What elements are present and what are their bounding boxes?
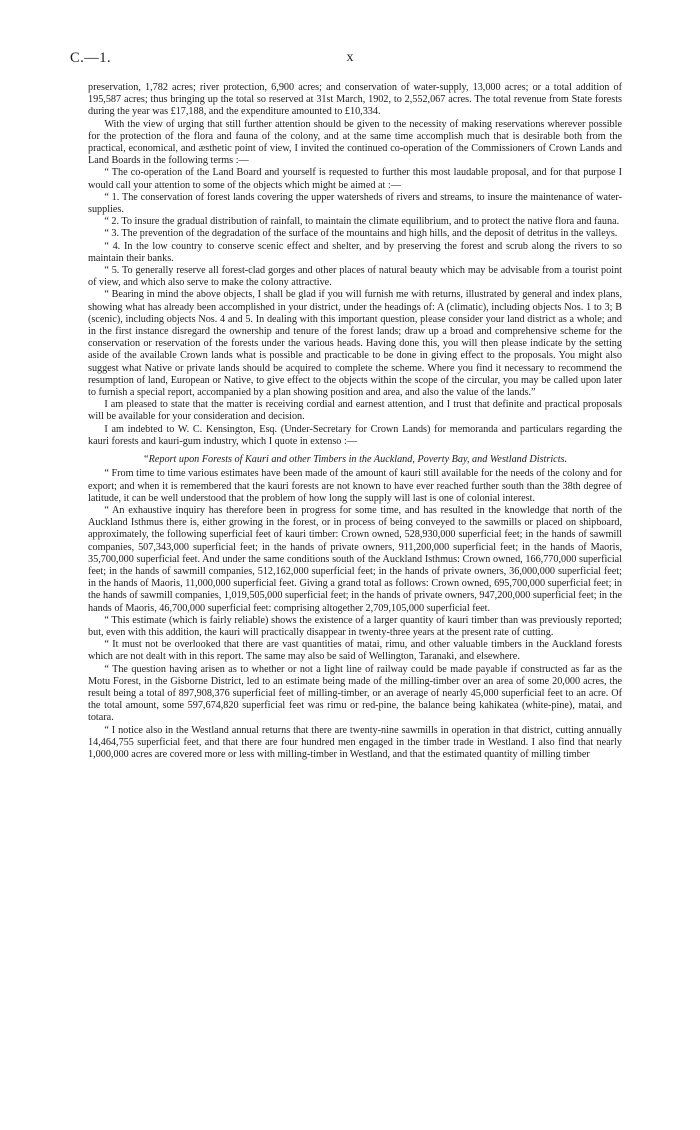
objective-item-1: “ 1. The conservation of forest lands covering the upper watersheds of rivers and streams, to insure the maintenance of water-supplies. <box>88 191 622 216</box>
objective-item-2: “ 2. To insure the gradual distribution of rainfall, to maintain the climate equilibrium, and to protect the native flora and fauna. <box>104 216 620 228</box>
report-paragraph: “ It must not be overlooked that there are vast quantities of matai, rimu, and other valuable timbers in the Auckland forests which are not dealt with in this report. The same may also be said of Wellington, Taranaki, and elsewhere. <box>88 639 622 663</box>
document-reference: C.—1. <box>70 50 112 66</box>
report-paragraph: “ I notice also in the Westland annual returns that there are twenty-nine sawmills in operation in that district, cutting annually 14,464,755 superficial feet, and that there are four hundred men engaged in the timber trade in Westland. I also find that nearly 1,000,000 acres are covered more or less with milling-timber in Westland, and that the estimated quantity of milling timber <box>88 724 622 760</box>
paragraph: With the view of urging that still further attention should be given to the necessity of making reservations wherever possible for the protection of the flora and fauna of the colony, and at the same time accomplish much that is desirable both from the practical, economical, and æsthetic point of view, I invited the continued co-operation of the Commissioners of Crown Lands and Land Boards in the following terms :— <box>88 118 622 167</box>
paragraph: I am pleased to state that the matter is receiving cordial and earnest attention, and I trust that definite and practical proposals will be available for your consideration and decision. <box>88 399 622 423</box>
report-paragraph: “ The question having arisen as to whether or not a light line of railway could be made payable if constructed as far as the Motu Forest, in the Gisborne District, led to an estimate being made of the milling-timber over an area of some 20,000 acres, the result being a total of 897,908,376 superficial feet of milling-timber, or an average of nearly 45,000 superficial feet to an acre. Of the total amount, some 597,674,820 superficial feet was rimu or red-pine, the balance being kahikatea (white-pine), matai, and totara. <box>88 663 622 724</box>
paragraph: I am indebted to W. C. Kensington, Esq. (Under-Secretary for Crown Lands) for memoranda and particulars regarding the kauri forests and kauri-gum industry, which I quote in extenso :— <box>88 423 622 447</box>
objective-item-3: “ 3. The prevention of the degradation of the surface of the mountains and high hills, and the deposit of detritus in the valleys. <box>104 228 618 240</box>
quoted-paragraph: “ Bearing in mind the above objects, I shall be glad if you will furnish me with returns, illustrated by general and index plans, showing what has already been accomplished in your district, under the headings of: A (climatic), including objects Nos. 1 to 3; B (scenic), including objects Nos. 4 and 5. In dealing with this important question, please consider your land district as a whole; and in the first instance disregard the ownership and tenure of the forest lands; draw up a broad and comprehensive scheme for the conservation or reservation of the forests under the various heads. Having done this, you will then please indicate by the setting aside of the available Crown lands what is possible and practicable to be done in giving effect to the proposals. You might also suggest what Native or private lands should be acquired to complete the scheme. Where you find it necessary to recommend the resumption of land, European or Native, to give effect to the objects within the scope of the circular, you may be called upon later to furnish a special report, accompanied by a plan showing position and area, and also the value of the lands.” <box>88 289 622 399</box>
objective-item-4: “ 4. In the low country to conserve scenic effect and shelter, and by preserving the forest and scrub along the rivers to so maintain their banks. <box>88 240 622 264</box>
objective-item-5: “ 5. To generally reserve all forest-clad gorges and other places of natural beauty which may be advisable from a tourist point of view, and which also serve to make the colony attractive. <box>88 265 622 289</box>
report-paragraph: “ This estimate (which is fairly reliable) shows the existence of a larger quantity of kauri timber than was previously reported; but, even with this addition, the kauri will practically disappear in twenty-three years at the present rate of cutting. <box>88 614 622 638</box>
quoted-paragraph: “ The co-operation of the Land Board and yourself is requested to further this most laudable proposal, and for that purpose I would call your attention to some of the objects which might be aimed at :— <box>88 167 622 191</box>
report-paragraph: “ From time to time various estimates have been made of the amount of kauri still available for the needs of the colony and for export; and when it is remembered that the kauri forests are not known to have ever reached further south than the 38th degree of latitude, it can be well understood that the problem of how long the supply will last is one of colonial interest. <box>88 468 622 504</box>
report-paragraph: “ An exhaustive inquiry has therefore been in progress for some time, and has resulted in the knowledge that north of the Auckland Isthmus there is, either growing in the forest, or in process of being conveyed to the sawmills or placed on shipboard, approximately, the following superficial feet of kauri timber: Crown owned, 528,930,000 superficial feet; in the hands of sawmill companies, 507,343,000 superficial feet; in the hands of private owners, 911,200,000 superficial feet; in the hands of Maoris, 35,700,000 superficial feet. And under the same conditions south of the Auckland Isthmus: Crown owned, 166,770,000 superficial feet; in the hands of sawmill companies, 512,162,000 superficial feet; in the hands of private owners, 36,000,000 superficial feet; in the hands of Maoris, 11,000,000 superficial feet. Giving a grand total as follows: Crown owned, 695,700,000 superficial feet; in the hands of sawmill companies, 1,019,505,000 superficial feet; in the hands of private owners, 947,200,000 superficial feet; in the hands of Maoris, 46,700,000 superficial feet: comprising altogether 2,709,105,000 superficial feet. <box>88 504 622 614</box>
report-title: “Report upon Forests of Kauri and other Timbers in the Auckland, Poverty Bay, and Westland Districts. <box>142 454 568 466</box>
page-number: x <box>346 50 354 65</box>
paragraph: preservation, 1,782 acres; river protection, 6,900 acres; and conservation of water-supply, 13,000 acres; or a total addition of 195,587 acres; thus bringing up the total so reserved at 31st March, 1902, to 2,552,067 acres. The total revenue from State forests during the year was £17,188, and the expenditure amounted to £10,334. <box>88 82 622 118</box>
body-text <box>88 82 622 761</box>
page-header <box>70 50 630 70</box>
